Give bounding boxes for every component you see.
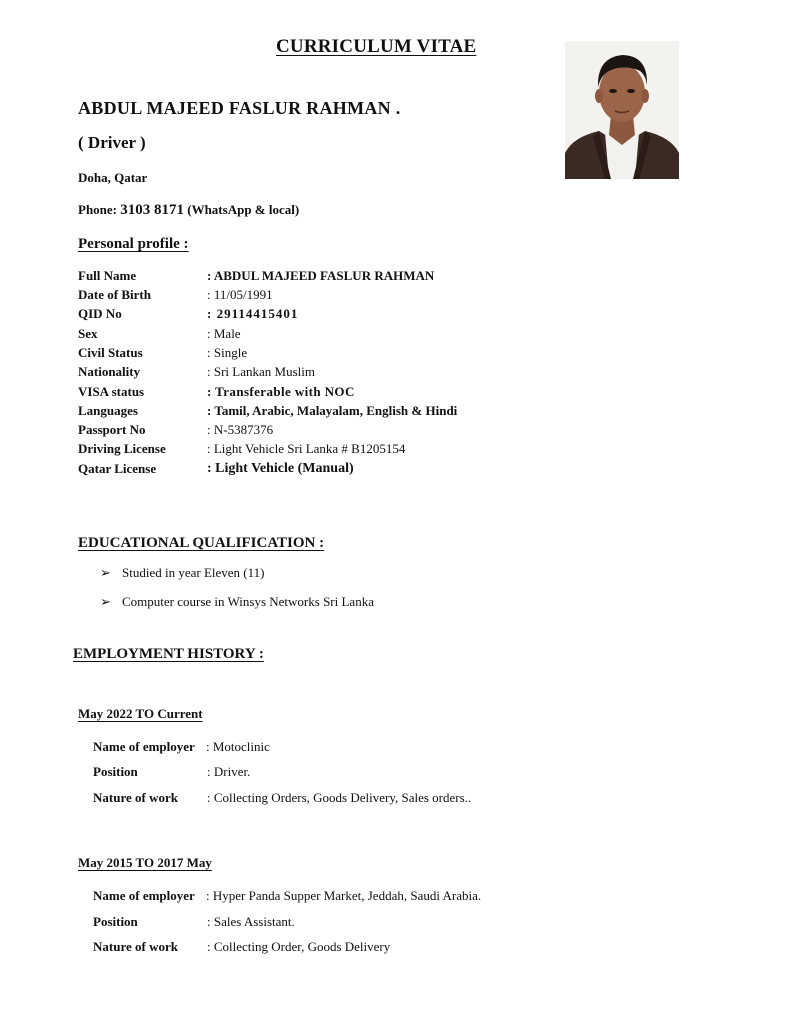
profile-label: QID No — [78, 306, 122, 321]
profile-row-date-of-birth — [78, 287, 598, 306]
phone-note: (WhatsApp & local) — [187, 202, 300, 217]
profile-label: VISA status — [78, 384, 145, 399]
work-value: : Collecting Orders, Goods Delivery, Sales orders.. — [207, 790, 472, 805]
education-item — [100, 565, 264, 581]
profile-row-nationality — [78, 364, 598, 383]
profile-row-full-name — [78, 268, 598, 287]
profile-value: : Light Vehicle Sri Lanka # B1205154 — [207, 441, 406, 456]
job-period: May 2015 TO 2017 May — [78, 855, 212, 870]
job-position-row — [93, 764, 653, 783]
job-employer-row — [93, 888, 653, 907]
profile-row-passport — [78, 422, 598, 441]
person-portrait-icon — [565, 41, 679, 179]
employer-label: Name of employer — [93, 739, 195, 754]
arrow-bullet-icon: ➢ — [100, 594, 111, 609]
profile-value: : Single — [207, 345, 248, 360]
personal-profile-heading: Personal profile : — [78, 236, 189, 252]
work-label: Nature of work — [93, 939, 178, 954]
employer-value: : Hyper Panda Supper Market, Jeddah, Saudi Arabia. — [206, 888, 482, 903]
profile-label: Sex — [78, 326, 98, 341]
profile-photo — [565, 41, 679, 179]
candidate-location: Doha, Qatar — [78, 170, 148, 185]
job-work-row — [93, 790, 653, 809]
job-employer-row — [93, 739, 653, 758]
profile-value: : Transferable with NOC — [207, 384, 355, 399]
arrow-bullet-icon: ➢ — [100, 565, 111, 580]
employer-value: : Motoclinic — [206, 739, 270, 754]
employer-label: Name of employer — [93, 888, 195, 903]
profile-row-driving-license — [78, 441, 598, 460]
profile-value: : N-5387376 — [207, 422, 274, 437]
job-position-row — [93, 914, 653, 933]
profile-label: Full Name — [78, 268, 137, 283]
profile-label: Driving License — [78, 441, 166, 456]
education-heading: EDUCATIONAL QUALIFICATION : — [78, 535, 325, 551]
profile-row-visa-status — [78, 384, 598, 403]
profile-label: Date of Birth — [78, 287, 151, 302]
profile-value: : 11/05/1991 — [207, 287, 273, 302]
profile-label: Qatar License — [78, 461, 157, 476]
document-title: CURRICULUM VITAE — [276, 36, 477, 57]
position-value: : Sales Assistant. — [207, 914, 295, 929]
position-label: Position — [93, 764, 138, 779]
position-label: Position — [93, 914, 138, 929]
employment-heading: EMPLOYMENT HISTORY : — [73, 646, 264, 662]
profile-row-civil-status — [78, 345, 598, 364]
profile-value: : 29114415401 — [207, 306, 299, 321]
profile-row-qid — [78, 306, 598, 325]
job-work-row — [93, 939, 653, 958]
profile-value: : Tamil, Arabic, Malayalam, English & Hindi — [207, 403, 458, 418]
job-period: May 2022 TO Current — [78, 706, 203, 721]
phone-line — [78, 202, 299, 219]
profile-label: Languages — [78, 403, 138, 418]
profile-row-qatar-license — [78, 461, 598, 480]
work-label: Nature of work — [93, 790, 178, 805]
phone-number: 3103 8171 — [120, 202, 184, 218]
profile-value: : Male — [207, 326, 241, 341]
education-item-text: Computer course in Winsys Networks Sri Lanka — [122, 594, 374, 609]
profile-row-languages — [78, 403, 598, 422]
profile-value: : Light Vehicle (Manual) — [207, 461, 354, 476]
phone-label: Phone: — [78, 202, 117, 217]
profile-label: Passport No — [78, 422, 146, 437]
profile-row-sex — [78, 326, 598, 345]
education-item-text: Studied in year Eleven (11) — [122, 565, 265, 580]
profile-label: Civil Status — [78, 345, 143, 360]
education-item — [100, 594, 374, 610]
position-value: : Driver. — [207, 764, 251, 779]
profile-label: Nationality — [78, 364, 141, 379]
work-value: : Collecting Order, Goods Delivery — [207, 939, 391, 954]
candidate-name: ABDUL MAJEED FASLUR RAHMAN . — [78, 98, 401, 118]
profile-value: : Sri Lankan Muslim — [207, 364, 315, 379]
profile-value: : ABDUL MAJEED FASLUR RAHMAN — [207, 268, 435, 283]
candidate-role: ( Driver ) — [78, 133, 146, 152]
